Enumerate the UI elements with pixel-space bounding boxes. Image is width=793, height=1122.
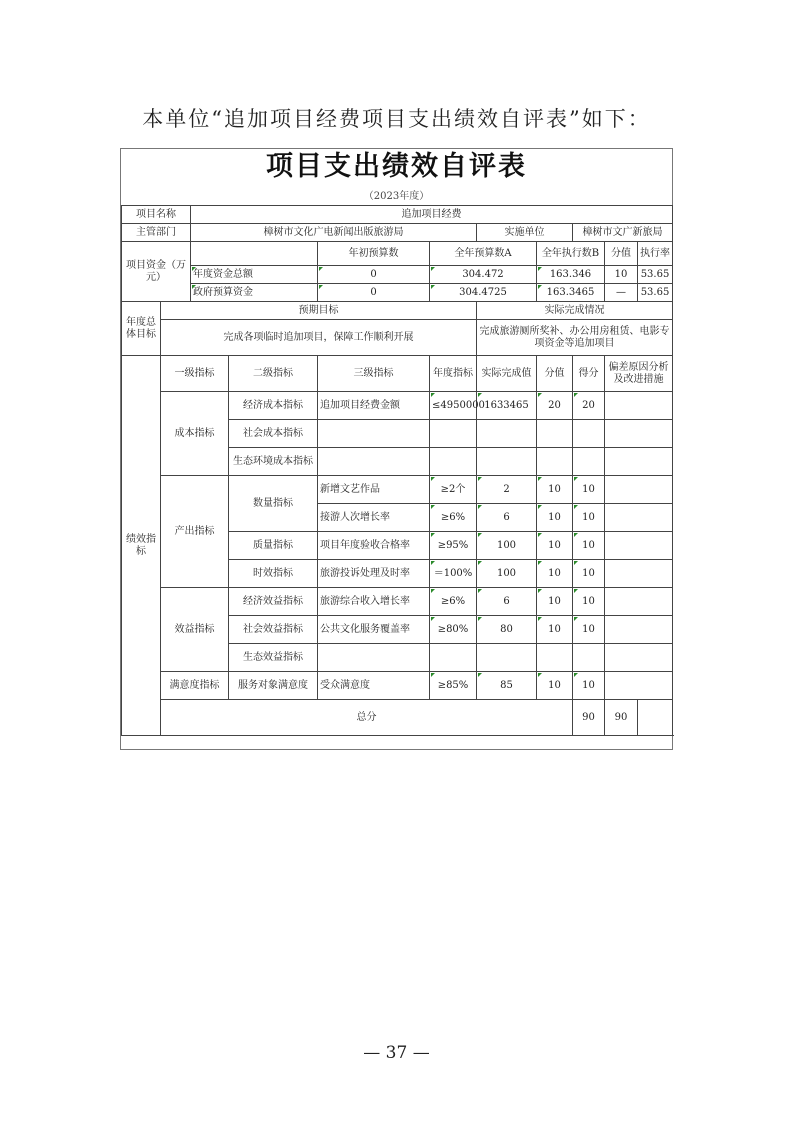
weight — [537, 644, 573, 672]
level3: 受众满意度 — [318, 672, 430, 700]
level1-benefit: 效益指标 — [161, 588, 229, 672]
target: ≤4950000 — [430, 392, 477, 420]
actual: 100 — [477, 560, 537, 588]
score: 10 — [573, 476, 605, 504]
level2: 生态环境成本指标 — [229, 448, 318, 476]
deviation — [605, 644, 673, 672]
indicator-row — [122, 672, 673, 700]
level2: 时效指标 — [229, 560, 318, 588]
funds-header: 全年预算数A — [430, 242, 537, 266]
level3 — [318, 420, 430, 448]
level2: 经济成本指标 — [229, 392, 318, 420]
intro-text: 本单位“追加项目经费项目支出绩效自评表”如下： — [142, 107, 651, 131]
deviation — [605, 476, 673, 504]
unit-value: 樟树市文广新旅局 — [573, 224, 673, 242]
project-name-row — [122, 206, 673, 224]
funds-header: 分值 — [605, 242, 638, 266]
target: ≥85% — [430, 672, 477, 700]
project-name-label: 项目名称 — [122, 206, 191, 224]
target — [430, 644, 477, 672]
actual: 85 — [477, 672, 537, 700]
indicator-header: 二级指标 — [229, 356, 318, 392]
department-row — [122, 224, 673, 242]
deviation — [605, 616, 673, 644]
funds-exec: 163.3465 — [537, 284, 605, 302]
score: 20 — [573, 392, 605, 420]
actual: 6 — [477, 588, 537, 616]
score: 10 — [573, 504, 605, 532]
level1-output: 产出指标 — [161, 476, 229, 588]
score — [573, 420, 605, 448]
funds-rate: 53.65 — [638, 266, 673, 284]
target: ≥2个 — [430, 476, 477, 504]
weight: 10 — [537, 672, 573, 700]
goals-label: 年度总体目标 — [122, 302, 161, 356]
total-weight: 90 — [573, 700, 605, 736]
deviation — [605, 448, 673, 476]
level2: 生态效益指标 — [229, 644, 318, 672]
target — [430, 448, 477, 476]
actual — [477, 420, 537, 448]
funds-row — [122, 284, 673, 302]
level3: 旅游综合收入增长率 — [318, 588, 430, 616]
form-year: （2023年度） — [363, 191, 430, 202]
level2: 质量指标 — [229, 532, 318, 560]
total-label: 总分 — [161, 700, 573, 736]
actual — [477, 448, 537, 476]
level1-satisfaction: 满意度指标 — [161, 672, 229, 700]
target: ≥6% — [430, 588, 477, 616]
funds-row-name: 政府预算资金 — [191, 284, 318, 302]
deviation — [605, 672, 673, 700]
score: 10 — [573, 560, 605, 588]
dept-value: 樟树市文化广电新闻出版旅游局 — [191, 224, 477, 242]
indicator-header: 三级指标 — [318, 356, 430, 392]
indicator-row — [122, 588, 673, 616]
funds-budget: 304.4725 — [430, 284, 537, 302]
form-title: 项目支出绩效自评表 — [266, 151, 527, 182]
level2: 社会效益指标 — [229, 616, 318, 644]
funds-budget: 304.472 — [430, 266, 537, 284]
weight — [537, 420, 573, 448]
indicator-header: 得分 — [573, 356, 605, 392]
funds-row — [122, 266, 673, 284]
actual-goal: 完成旅游厕所奖补、办公用房租赁、电影专项资金等追加项目 — [477, 320, 673, 356]
level2: 经济效益指标 — [229, 588, 318, 616]
score: 10 — [573, 672, 605, 700]
total-score: 90 — [605, 700, 638, 736]
level2: 数量指标 — [229, 476, 318, 532]
expected-goal-label: 预期目标 — [161, 302, 477, 320]
weight: 10 — [537, 504, 573, 532]
actual — [477, 644, 537, 672]
target: ≥6% — [430, 504, 477, 532]
level3: 旅游投诉处理及时率 — [318, 560, 430, 588]
level2: 社会成本指标 — [229, 420, 318, 448]
indicator-header: 偏差原因分析及改进措施 — [605, 356, 673, 392]
actual: 100 — [477, 532, 537, 560]
total-row — [122, 700, 673, 736]
level3: 接游人次增长率 — [318, 504, 430, 532]
target: ≥80% — [430, 616, 477, 644]
actual: 80 — [477, 616, 537, 644]
indicator-header: 分值 — [537, 356, 573, 392]
funds-row-name: 年度资金总额 — [191, 266, 318, 284]
funds-initial: 0 — [318, 284, 430, 302]
funds-header: 全年执行数B — [537, 242, 605, 266]
page-number: — 37 — — [363, 1043, 430, 1063]
weight: 10 — [537, 476, 573, 504]
funds-header-row — [122, 242, 673, 266]
funds-label: 项目资金（万元） — [122, 242, 191, 302]
actual-goal-label: 实际完成情况 — [477, 302, 673, 320]
indicator-row — [122, 392, 673, 420]
funds-rate: 53.65 — [638, 284, 673, 302]
indicator-header: 实际完成值 — [477, 356, 537, 392]
funds-exec: 163.346 — [537, 266, 605, 284]
funds-initial: 0 — [318, 266, 430, 284]
expected-goal: 完成各项临时追加项目，保障工作顺利开展 — [161, 320, 477, 356]
funds-weight: 10 — [605, 266, 638, 284]
score: 10 — [573, 616, 605, 644]
score — [573, 644, 605, 672]
score: 10 — [573, 532, 605, 560]
unit-label: 实施单位 — [477, 224, 573, 242]
target — [430, 420, 477, 448]
deviation — [605, 588, 673, 616]
level3: 公共文化服务覆盖率 — [318, 616, 430, 644]
total-deviation — [638, 700, 673, 736]
score — [573, 448, 605, 476]
target: ≥95% — [430, 532, 477, 560]
weight: 10 — [537, 616, 573, 644]
indicator-row — [122, 476, 673, 504]
indicator-header: 年度指标 — [430, 356, 477, 392]
actual: 2 — [477, 476, 537, 504]
weight: 10 — [537, 588, 573, 616]
deviation — [605, 504, 673, 532]
dept-label: 主管部门 — [122, 224, 191, 242]
level3: 项目年度验收合格率 — [318, 532, 430, 560]
indicators-label: 绩效指标 — [122, 356, 161, 736]
score: 10 — [573, 588, 605, 616]
level3 — [318, 448, 430, 476]
actual: 1633465 — [477, 392, 537, 420]
level3: 追加项目经费金额 — [318, 392, 430, 420]
deviation — [605, 532, 673, 560]
indicators-header-row — [122, 356, 673, 392]
level3: 新增文艺作品 — [318, 476, 430, 504]
actual: 6 — [477, 504, 537, 532]
funds-header: 执行率 — [638, 242, 673, 266]
funds-weight: — — [605, 284, 638, 302]
project-name: 追加项目经费 — [191, 206, 673, 224]
evaluation-table — [121, 205, 673, 736]
deviation — [605, 420, 673, 448]
deviation — [605, 392, 673, 420]
weight: 10 — [537, 560, 573, 588]
level2: 服务对象满意度 — [229, 672, 318, 700]
goals-row — [122, 320, 673, 356]
level1-cost: 成本指标 — [161, 392, 229, 476]
weight — [537, 448, 573, 476]
weight: 20 — [537, 392, 573, 420]
evaluation-form — [120, 148, 673, 750]
weight: 10 — [537, 532, 573, 560]
level3 — [318, 644, 430, 672]
target: ＝100% — [430, 560, 477, 588]
funds-header: 年初预算数 — [318, 242, 430, 266]
goals-header-row — [122, 302, 673, 320]
indicator-header: 一级指标 — [161, 356, 229, 392]
deviation — [605, 560, 673, 588]
